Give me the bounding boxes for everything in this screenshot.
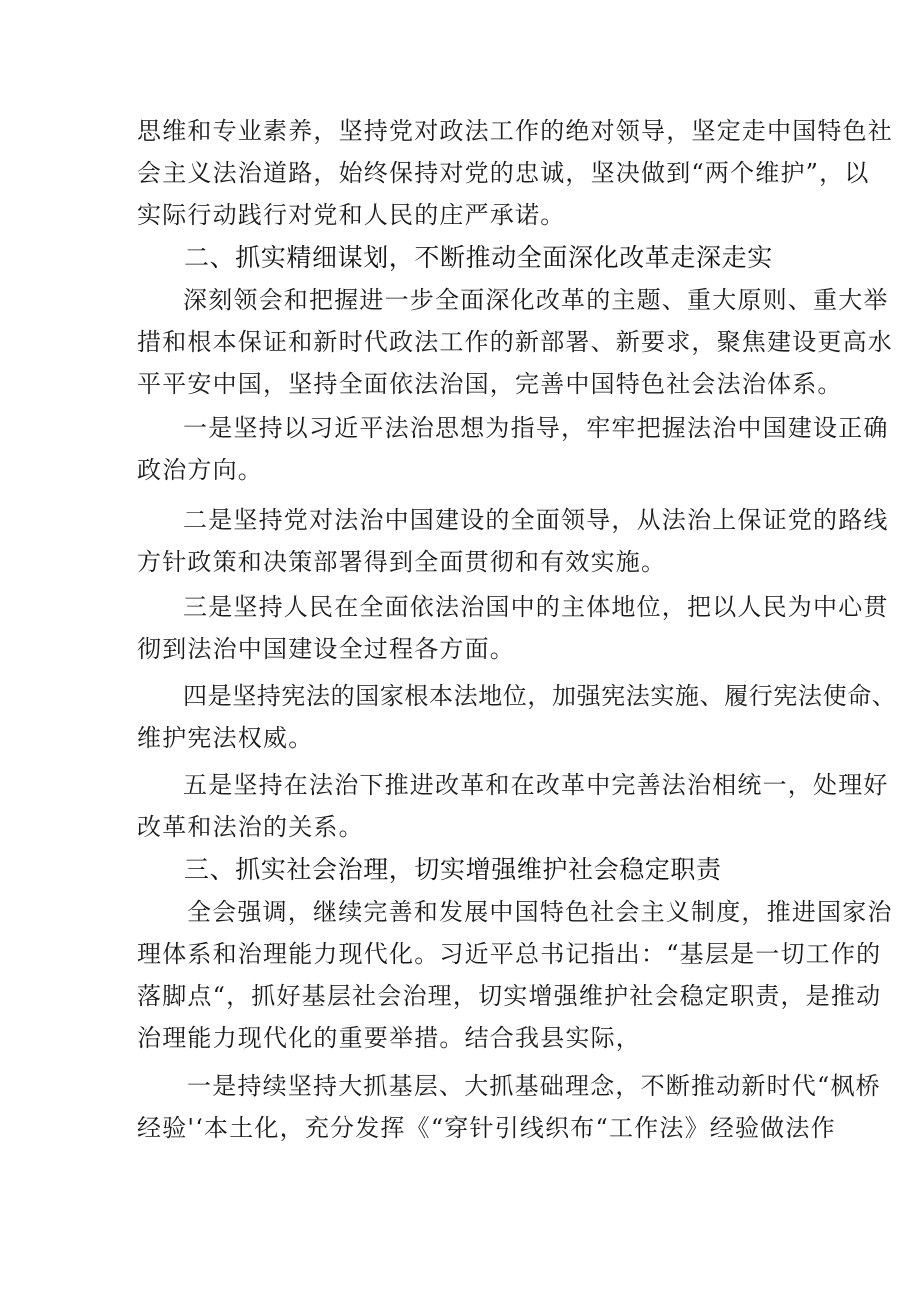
body-line: 实际行动践行对党和人民的庄严承诺。 xyxy=(137,201,566,229)
body-line: 思维和专业素养，坚持党对政法工作的绝对领导，坚定走中国特色社 xyxy=(137,117,893,145)
body-line: 会主义法治道路，始终保持对党的忠诚，坚决做到“两个维护”，以 xyxy=(137,159,870,187)
body-line: 方针政策和决策部署得到全面贯彻和有效实施。 xyxy=(137,548,667,576)
body-line: 理体系和治理能力现代化。习近平总书记指出：“基层是一切工作的 xyxy=(137,940,882,968)
body-line: 三是坚持人民在全面依法治国中的主体地位，把以人民为中心贯 xyxy=(183,593,889,621)
body-line: 落脚点“，抓好基层社会治理，切实增强维护社会稳定职责，是推动 xyxy=(137,982,882,1010)
body-line: 治理能力现代化的重要举措。结合我县实际， xyxy=(137,1024,641,1052)
body-line: 二是坚持党对法治中国建设的全面领导，从法治上保证党的路线 xyxy=(183,506,889,534)
body-line: 全会强调，继续完善和发展中国特色社会主义制度，推进国家治 xyxy=(187,898,893,926)
body-line: 政治方向。 xyxy=(137,456,263,484)
body-line: 措和根本保证和新时代政法工作的新部署、新要求，聚焦建设更高水 xyxy=(137,328,893,356)
body-line: 彻到法治中国建设全过程各方面。 xyxy=(137,635,515,663)
body-line: 一是坚持以习近平法治思想为指导，牢牢把握法治中国建设正确 xyxy=(183,414,889,442)
body-line: 经验'‘本土化，充分发挥《“穿针引线织布“工作法》经验做法作 xyxy=(137,1114,836,1142)
body-line: 平平安中国，坚持全面依法治国，完善中国特色社会法治体系。 xyxy=(137,370,843,398)
body-line: 深刻领会和把握进一步全面深化改革的主题、重大原则、重大举 xyxy=(183,286,889,314)
body-line: 一是持续坚持大抓基层、大抓基础理念，不断推动新时代“枫桥 xyxy=(187,1072,881,1100)
body-line: 五是坚持在法治下推进改革和在改革中完善法治相统一，处理好 xyxy=(183,771,889,799)
body-line: 改革和法治的关系。 xyxy=(137,813,364,841)
section-heading-2: 二、抓实精细谋划，不断推动全面深化改革走深走实 xyxy=(184,243,773,272)
body-line: 四是坚持宪法的国家根本法地位，加强宪法实施、履行宪法使命、 xyxy=(183,682,897,710)
body-line: 维护宪法权威。 xyxy=(137,724,314,752)
section-heading-3: 三、抓实社会治理，切实增强维护社会稳定职责 xyxy=(184,855,722,884)
